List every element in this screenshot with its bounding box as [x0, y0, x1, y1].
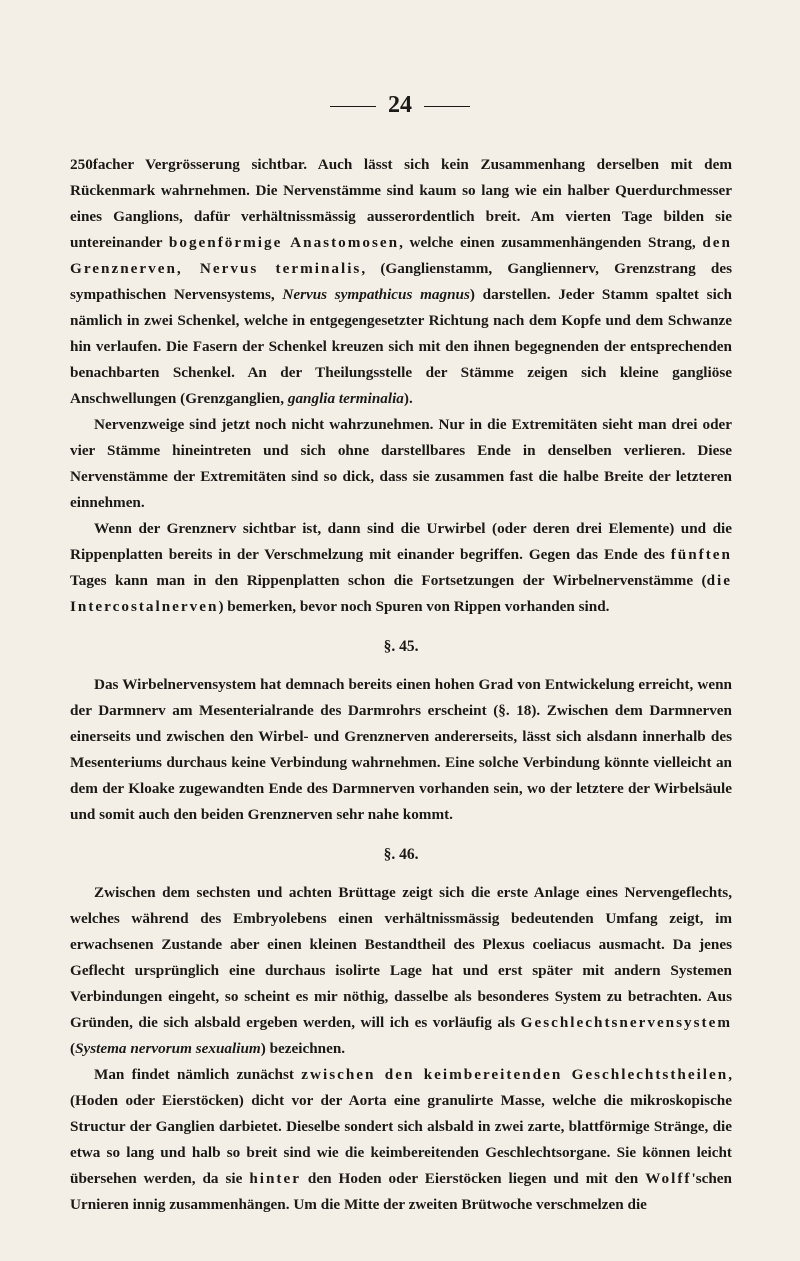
section-heading-46: §. 46. [383, 846, 419, 863]
page-header [0, 92, 800, 119]
paragraph [70, 516, 732, 620]
paragraph [70, 152, 732, 412]
text-run: Wenn der Grenznerv sichtbar ist, dann sind die Urwirbel (oder deren drei Elemente) und die Rippenplatten bereits in der Verschmelzung mit einander begriffen. Gegen das Ende des [70, 520, 732, 563]
text-run: , welche einen zusammenhängenden Strang, [399, 234, 703, 251]
text-run: Zwischen dem sechsten und achten Brüttage zeigt sich die erste Anlage eines Nervengeflechts, welches während des Embryolebens einen verhältnissmässig bedeutenden Umfang zeigt, im erwachsenen Zustande aber einen kleinen Bestandtheil des Plexus coeliacus ausmacht. Da jenes Geflecht ursprünglich eine durchaus isolirte Lage hat und erst später mit andern Systemen Verbindungen eingeht, so scheint es mir nöthig, dasselbe als besonderes System zu betrachten. Aus Gründen, die sich alsbald ergeben werden, will ich es vorläufig als [70, 884, 732, 1031]
paragraph [70, 1062, 732, 1218]
spaced-term: Geschlechtsnervensystem [520, 1014, 732, 1031]
text-run: den Hoden oder Eierstöcken liegen und mit den [300, 1170, 646, 1187]
spaced-term: hinter [249, 1170, 301, 1187]
spaced-term: zwischen den keimbereitenden Geschlechtstheilen [301, 1066, 729, 1083]
text-run: ) bezeichnen. [260, 1040, 346, 1057]
italic-term: Nervus sympathicus magnus [282, 286, 470, 303]
spaced-term: Wolff [645, 1170, 692, 1187]
text-run: ( [70, 1040, 76, 1057]
italic-term: Systema nervorum sexualium [75, 1040, 261, 1057]
spaced-term: die Intercostalnerven [70, 572, 732, 615]
paragraph: Das Wirbelnervensystem hat demnach bereits einen hohen Grad von Entwickelung erreicht, wenn der Darmnerv am Mesenterialrande des Darmrohrs erscheint (§. 18). Zwischen dem Darmnerven einerseits und zwischen den Wirbel- und Grenznerven andererseits, lässt sich alsdann innerhalb des Mesenteriums durchaus keine Verbindung wahrnehmen. Eine solche Verbindung könnte vielleicht an dem der Kloake zugewandten Ende des Darmnerven vorhanden sein, wo der letztere der Wirbelsäule und somit auch den beiden Grenznerven sehr nahe kommt. [70, 676, 732, 823]
spaced-term: fünften [670, 546, 732, 563]
paragraph: Nervenzweige sind jetzt noch nicht wahrzunehmen. Nur in die Extremitäten sieht man drei oder vier Stämme hineintreten und sich ohne darstellbares Ende in denselben verlieren. Diese Nervenstämme der Extremitäten sind so dick, dass sie zusammen fast die halbe Breite der letzteren einnehmen. [70, 416, 732, 511]
section-heading-45: §. 45. [383, 638, 419, 655]
spaced-term: den Grenznerven, Nervus terminalis [70, 234, 732, 277]
text-run: ). [403, 390, 413, 407]
text-run: ) darstellen. Jeder Stamm spaltet sich nämlich in zwei Schenkel, welche in entgegengesetzter Richtung nach dem Kopfe und dem Schwanze hin verlaufen. Die Fasern der Schenkel kreuzen sich mit den ihnen begegnenden der entsprechenden benachbarten Schenkel. An der Theilungsstelle der Stämme zeigen sich kleine gangliöse Anschwellungen (Grenzganglien, [70, 286, 732, 407]
text-run: Tages kann man in den Rippenplatten schon die Fortsetzungen der Wirbelnervenstämme ( [70, 572, 707, 589]
text-run: Man findet nämlich zunächst [94, 1066, 302, 1083]
text-run: , (Ganglienstamm, Gangliennerv, Grenzstrang des sympathischen Nervensystems, [70, 260, 732, 303]
header-rule-right [424, 106, 470, 107]
paragraph [70, 880, 732, 1062]
body-text [70, 152, 732, 1218]
text-run: 250facher Vergrösserung sichtbar. Auch lässt sich kein Zusammenhang derselben mit dem Rückenmark wahrnehmen. Die Nervenstämme sind kaum so lang wie ein halber Querdurchmesser eines Ganglions, dafür verhältnissmässig ausserordentlich breit. Am vierten Tage bilden sie untereinander [70, 156, 732, 251]
text-run: ) bemerken, bevor noch Spuren von Rippen vorhanden sind. [218, 598, 610, 615]
text-run: , (Hoden oder Eierstöcken) dicht vor der Aorta eine granulirte Masse, welche die mikroskopische Structur der Ganglien darbietet. Dieselbe sondert sich alsbald in zwei zarte, blattförmige Stränge, die etwa so lang und halb so breit sind wie die keimbereitenden Geschlechtsorgane. Sie können leicht übersehen werden, da sie [70, 1066, 733, 1187]
header-rule-left [330, 106, 376, 107]
spaced-term: bogenförmige Anastomosen [168, 234, 400, 251]
page-number: 24 [388, 92, 412, 118]
text-run: 'schen Urnieren innig zusammenhängen. Um die Mitte der zweiten Brütwoche verschmelzen die [70, 1170, 732, 1213]
italic-term: ganglia terminalia [287, 390, 404, 407]
